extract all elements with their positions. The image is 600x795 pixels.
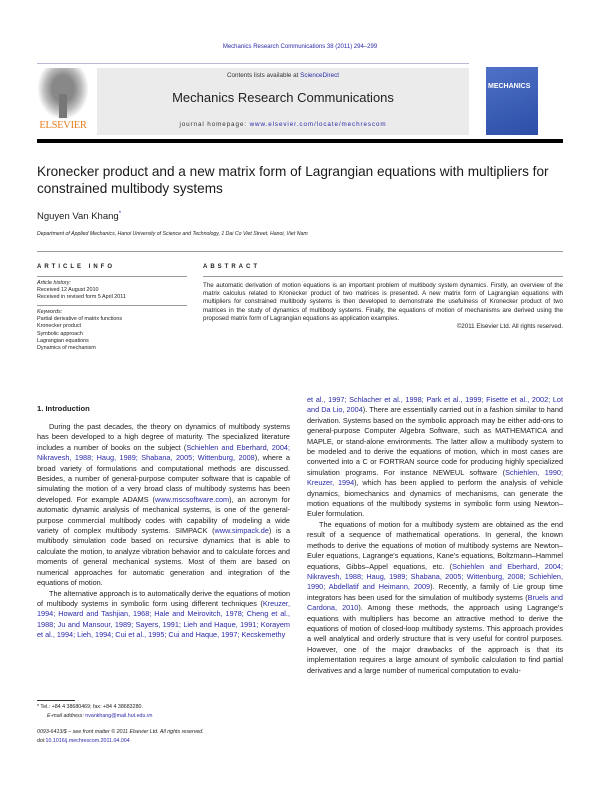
article-history bbox=[37, 280, 187, 302]
paragraph-text: During the past decades, the theory on dynamics of multibody systems has been developed to a high degree of maturity. The specialized literature includes a number of books on the subject ( bbox=[37, 422, 290, 452]
body-column-left bbox=[37, 422, 290, 641]
keywords-label: Keywords: bbox=[37, 309, 63, 315]
contents-label: Contents lists available at bbox=[226, 72, 301, 79]
elsevier-logo[interactable] bbox=[37, 68, 89, 135]
email-label: E-mail address: bbox=[47, 712, 86, 719]
article-info-heading: ARTICLE INFO bbox=[37, 264, 115, 270]
divider bbox=[37, 276, 187, 277]
footnote bbox=[37, 703, 153, 720]
issn-line: 0093-6413/$ – see front matter © 2011 Elsevier Ltd. All rights reserved. bbox=[37, 729, 204, 735]
copyright: ©2011 Elsevier Ltd. All rights reserved. bbox=[456, 323, 563, 331]
citation-link[interactable]: Schiehlen and Eberhard, 2004; Nikravesh, 1988; Haug, 1989; Shabana, 2005; Wittenburg, 2008; Schiehlen, 1990; Abdellatif and Heimann, 2009 bbox=[307, 561, 563, 592]
cover-title: MECHANICS bbox=[488, 83, 531, 90]
keyword: Partial derivative of matrix functions bbox=[37, 316, 123, 323]
header-bar bbox=[37, 139, 563, 143]
doi-label: doi: bbox=[37, 737, 46, 744]
keywords bbox=[37, 309, 187, 352]
journal-name: Mechanics Research Communications bbox=[172, 90, 394, 105]
author-name: Nguyen Van Khang bbox=[37, 211, 119, 223]
footnote-email bbox=[37, 712, 153, 721]
paragraph bbox=[307, 520, 563, 676]
keyword: Dynamics of mechanism bbox=[37, 345, 96, 352]
paragraph-text: ), where a broad variety of formulations and computational methods are discussed. Besides, a number of general-purpose computer software that is capable of simulating the motion of a very broad class of multibody systems has been developed. For example ADAMS ( bbox=[37, 453, 290, 504]
issn-doi bbox=[37, 728, 204, 745]
email-link[interactable]: nvankhang@mail.hut.edu.vn bbox=[85, 712, 153, 719]
paragraph-text: ), an acronym for automatic dynamic analysis of mechanical systems, is one of the general-purpose commercial multibody codes with capability of modeling a wide variety of complex multibody systems. SIMPACK ( bbox=[37, 494, 290, 536]
paragraph-text: ) is a multibody simulation code based on recursive dynamics that is able to calculate the motion, to analyze vibration behavior and to calculate forces and moments of general mechanical systems. Most of them are based on numerical approaches for automatic generation and integration of the equations of motion. bbox=[37, 526, 290, 588]
citation-link[interactable]: Bruels and Cardona, 2010 bbox=[307, 592, 563, 613]
elsevier-wordmark: ELSEVIER bbox=[39, 120, 87, 131]
journal-cover[interactable] bbox=[486, 67, 538, 135]
footnote-contact: * Tel.: +84 4 38680469; fax: +84 4 38683280. bbox=[37, 704, 143, 710]
homepage-line bbox=[97, 121, 469, 128]
journal-banner bbox=[97, 68, 469, 135]
citation-link[interactable]: Schiehlen and Eberhard, 2004; Nikravesh, 1988; Haug, 1989; Shabana, 2005; Wittenburg, 2008 bbox=[37, 442, 290, 463]
history-label: Article history: bbox=[37, 280, 71, 286]
sciencedirect-link[interactable]: ScienceDirect bbox=[300, 72, 339, 79]
journal-citation[interactable]: Mechanics Research Communications 38 (2011) 294–299 bbox=[222, 44, 378, 50]
keyword: Symbolic approach bbox=[37, 330, 83, 337]
abstract-heading: ABSTRACT bbox=[203, 264, 260, 270]
divider bbox=[37, 251, 563, 252]
divider bbox=[203, 276, 563, 277]
history-item: Received in revised form 5 April 2011 bbox=[37, 294, 126, 301]
body-column-right bbox=[307, 395, 563, 676]
divider bbox=[37, 63, 469, 64]
citation-link[interactable]: Schiehlen, 1990; Kreuzer, 1994 bbox=[307, 467, 563, 488]
homepage-link[interactable]: www.elsevier.com/locate/mechrescom bbox=[249, 121, 387, 128]
paragraph bbox=[307, 395, 563, 520]
abstract-text: The automatic derivation of motion equations is an important problem of multibody system dynamics. Firstly, an overview of the matrix calculus related to Kronecker product of two matrices is presented. A new matrix form of Lagrangian equations with multipliers for constrained multibody systems is then developed to demonstrate the usefulness of Kronecker product of two matrices in the study of dynamics of multibody systems. Finally, the equations of motion of mechanisms are derived using the proposed matrix form of Lagrangian equations as application examples. bbox=[203, 282, 563, 322]
homepage-label: journal homepage: bbox=[179, 121, 250, 128]
doi-link[interactable]: 10.1016/j.mechrescom.2011.04.004 bbox=[45, 737, 130, 744]
paragraph bbox=[37, 422, 290, 589]
doi-line bbox=[37, 737, 204, 746]
citation-link[interactable]: www.mscsoftware.com bbox=[154, 494, 230, 504]
paragraph-text: ). Among these methods, the approach using Lagrange's equations with multipliers has become an attractive method to derive the equations of motion of closed-loop multibody systems. This approach provides a well analytical and orderly structure that is very useful for control purposes. However, one of the major drawbacks of the approach is that its implementation requires a large amount of symbolic calculation to find partial derivatives and a large number of numerical computation to evalu- bbox=[307, 603, 564, 675]
paragraph-text: The alternative approach is to automatically derive the equations of motion of multibody systems in symbolic form using different techniques ( bbox=[37, 588, 290, 608]
author bbox=[37, 211, 121, 222]
citation-link[interactable]: www.simpack.de bbox=[214, 526, 269, 536]
abstract bbox=[203, 282, 563, 331]
paragraph bbox=[37, 589, 290, 641]
affiliation: Department of Applied Mechanics, Hanoi University of Science and Technology, 1 Dai Co Viet Street, Hanoi, Viet Nam bbox=[37, 231, 308, 237]
history-item: Received 12 August 2010 bbox=[37, 287, 99, 294]
author-footnote-mark[interactable]: * bbox=[118, 211, 122, 217]
section-heading-introduction: 1. Introduction bbox=[37, 404, 90, 413]
footnote-divider bbox=[37, 700, 75, 701]
contents-line bbox=[97, 72, 469, 79]
paragraph-text: ). Recently, a family of Lie group time integrators has been used for the simulation of multibody systems ( bbox=[307, 582, 563, 602]
citation-link[interactable]: Kreuzer, 1994; Howard and Tashjian, 1968; Hale and Meirovitch, 1978; Cheng et al., 1988; Ju and Mansour, 1989; Sayers, 1991; Lieh and Haque, 1991; Korayem et al., 1994; Lieh, 1994; Cui et al., 1995; Cui and Haque, 1997; Kecskemethy bbox=[37, 598, 290, 640]
keyword: Kronecker product bbox=[37, 323, 82, 330]
paragraph-text: The equations of motion for a multibody system are obtained as the end result of a sequence of mathematical operations. In general, the known methods to derive the equations of motion of multibody systems are Newton–Euler equations, Lagrange's equations, Kane's equations, Boltzmann–Hammel equations, Gibbs–Appel equations, etc. ( bbox=[307, 519, 563, 571]
divider bbox=[37, 305, 187, 306]
paragraph-text: ), which has been applied to perform the analysis of vehicle dynamics, biomechanics and dynamics of mechanisms, can generate the motion equations of the multibody systems in symbolic form using Newton–Euler formulation. bbox=[307, 478, 563, 519]
paragraph-text: ). There are essentially carried out in a fashion similar to hand derivation. Systems based on the symbolic approach may be either add-ons to general-purpose Computer Algebra Software, such as MATHEMATICA and MAPLE, or stand-alone environments. The latter allow a multibody system to be modeled and to derive the equations of motion, which in most cases are converted into a C or FORTRAN source code for producing highly specialized simulation programs. For instance NEWEUL software ( bbox=[307, 405, 563, 477]
citation-link[interactable]: et al., 1997; Schlacher et al., 1998; Park et al., 1999; Fisette et al., 2002; Lot and Da Lio, 2004 bbox=[307, 395, 563, 415]
keyword: Lagrangian equations bbox=[37, 337, 89, 344]
article-title: Kronecker product and a new matrix form of Lagrangian equations with multipliers for constrained multibody systems bbox=[37, 164, 549, 196]
tree-logo-icon bbox=[37, 68, 89, 120]
